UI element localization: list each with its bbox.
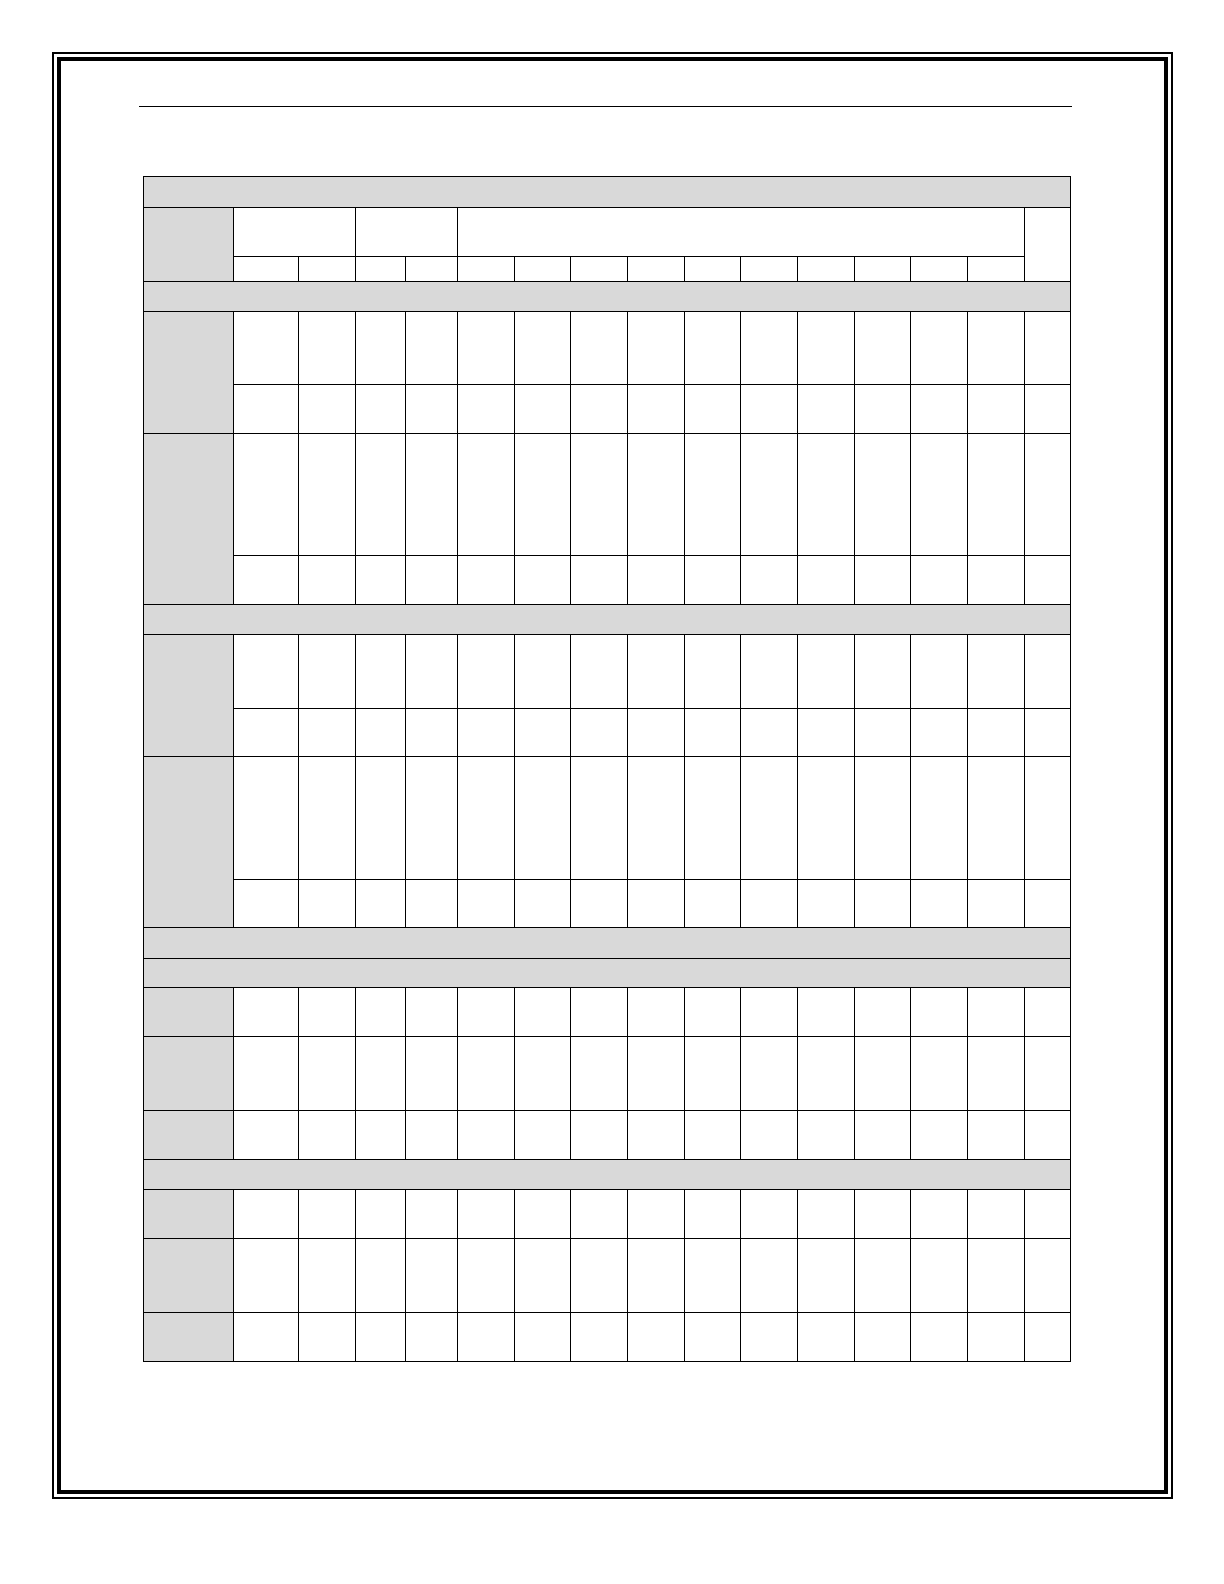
data-cell bbox=[1025, 1111, 1071, 1160]
data-cell bbox=[571, 556, 628, 605]
data-cell bbox=[628, 385, 685, 434]
table-row bbox=[144, 1239, 1071, 1313]
data-cell bbox=[299, 1111, 356, 1160]
data-cell bbox=[1025, 1037, 1071, 1111]
data-cell bbox=[458, 312, 515, 385]
data-cell bbox=[628, 709, 685, 757]
data-cell bbox=[406, 556, 458, 605]
data-cell bbox=[234, 1239, 299, 1313]
data-cell bbox=[1025, 709, 1071, 757]
data-cell bbox=[571, 1239, 628, 1313]
data-cell bbox=[356, 635, 406, 709]
data-cell bbox=[234, 757, 299, 880]
data-cell bbox=[741, 434, 798, 556]
data-cell bbox=[234, 1190, 299, 1239]
data-cell bbox=[968, 635, 1025, 709]
data-cell bbox=[1025, 1190, 1071, 1239]
data-cell bbox=[628, 1313, 685, 1362]
schedule-table bbox=[143, 176, 1071, 1362]
data-cell bbox=[458, 709, 515, 757]
table-row bbox=[144, 312, 1071, 385]
data-cell bbox=[628, 1190, 685, 1239]
section-band bbox=[144, 928, 1071, 959]
data-cell bbox=[855, 556, 911, 605]
data-cell bbox=[571, 434, 628, 556]
data-cell bbox=[741, 1313, 798, 1362]
data-cell bbox=[685, 988, 741, 1037]
data-cell bbox=[458, 1190, 515, 1239]
header-subcolumn bbox=[911, 257, 968, 282]
header-subcolumn bbox=[798, 257, 855, 282]
data-cell bbox=[571, 385, 628, 434]
table-title bbox=[144, 177, 1071, 208]
table-row bbox=[144, 1313, 1071, 1362]
data-cell bbox=[299, 1239, 356, 1313]
data-cell bbox=[685, 312, 741, 385]
data-cell bbox=[356, 556, 406, 605]
data-cell bbox=[968, 1111, 1025, 1160]
data-cell bbox=[458, 988, 515, 1037]
data-cell bbox=[741, 709, 798, 757]
data-cell bbox=[1025, 312, 1071, 385]
data-cell bbox=[299, 880, 356, 928]
header-rule bbox=[139, 106, 1072, 107]
data-cell bbox=[741, 1239, 798, 1313]
data-cell bbox=[406, 1111, 458, 1160]
data-cell bbox=[685, 635, 741, 709]
header-subcolumn bbox=[299, 257, 356, 282]
row-label-cell bbox=[144, 312, 234, 434]
data-cell bbox=[515, 1037, 571, 1111]
data-cell bbox=[458, 1037, 515, 1111]
data-cell bbox=[741, 556, 798, 605]
data-cell bbox=[798, 709, 855, 757]
data-cell bbox=[855, 1037, 911, 1111]
data-cell bbox=[968, 757, 1025, 880]
data-cell bbox=[911, 757, 968, 880]
section-band bbox=[144, 1160, 1071, 1190]
data-cell bbox=[628, 880, 685, 928]
section-band bbox=[144, 605, 1071, 635]
data-cell bbox=[798, 385, 855, 434]
data-cell bbox=[234, 1111, 299, 1160]
data-cell bbox=[798, 988, 855, 1037]
data-cell bbox=[515, 635, 571, 709]
data-cell bbox=[855, 1190, 911, 1239]
table-row bbox=[144, 556, 1071, 605]
data-cell bbox=[356, 312, 406, 385]
data-cell bbox=[406, 988, 458, 1037]
row-label-cell bbox=[144, 1239, 234, 1313]
data-cell bbox=[406, 880, 458, 928]
data-cell bbox=[685, 1037, 741, 1111]
data-cell bbox=[458, 635, 515, 709]
data-cell bbox=[628, 556, 685, 605]
data-cell bbox=[628, 1111, 685, 1160]
data-cell bbox=[685, 556, 741, 605]
data-cell bbox=[1025, 880, 1071, 928]
data-cell bbox=[1025, 1313, 1071, 1362]
data-cell bbox=[299, 1037, 356, 1111]
data-cell bbox=[741, 312, 798, 385]
row-label-cell bbox=[144, 1190, 234, 1239]
table-row bbox=[144, 880, 1071, 928]
data-cell bbox=[685, 385, 741, 434]
data-cell bbox=[299, 556, 356, 605]
data-cell bbox=[458, 757, 515, 880]
header-subcolumn bbox=[458, 257, 515, 282]
header-subcolumn bbox=[968, 257, 1025, 282]
data-cell bbox=[968, 880, 1025, 928]
data-cell bbox=[855, 385, 911, 434]
header-last bbox=[1025, 208, 1071, 282]
data-cell bbox=[628, 312, 685, 385]
header-row-label bbox=[144, 208, 234, 282]
data-cell bbox=[356, 988, 406, 1037]
section-band bbox=[144, 1160, 1071, 1190]
data-cell bbox=[855, 880, 911, 928]
row-label-cell bbox=[144, 1313, 234, 1362]
data-cell bbox=[356, 1037, 406, 1111]
data-cell bbox=[458, 880, 515, 928]
section-band bbox=[144, 928, 1071, 959]
data-cell bbox=[356, 880, 406, 928]
row-label-cell bbox=[144, 434, 234, 605]
data-cell bbox=[741, 1111, 798, 1160]
data-cell bbox=[855, 434, 911, 556]
row-label-cell bbox=[144, 757, 234, 928]
data-cell bbox=[458, 385, 515, 434]
data-cell bbox=[685, 880, 741, 928]
data-cell bbox=[798, 1239, 855, 1313]
data-cell bbox=[299, 757, 356, 880]
data-cell bbox=[356, 1111, 406, 1160]
data-cell bbox=[968, 1313, 1025, 1362]
data-cell bbox=[515, 556, 571, 605]
data-cell bbox=[911, 1037, 968, 1111]
data-cell bbox=[628, 757, 685, 880]
data-cell bbox=[406, 709, 458, 757]
data-cell bbox=[855, 635, 911, 709]
data-cell bbox=[911, 385, 968, 434]
section-band bbox=[144, 605, 1071, 635]
data-cell bbox=[968, 385, 1025, 434]
data-cell bbox=[234, 312, 299, 385]
table-title-row bbox=[144, 177, 1071, 208]
data-cell bbox=[1025, 556, 1071, 605]
data-cell bbox=[571, 635, 628, 709]
data-cell bbox=[571, 1111, 628, 1160]
data-cell bbox=[406, 757, 458, 880]
data-cell bbox=[234, 434, 299, 556]
data-cell bbox=[968, 988, 1025, 1037]
data-cell bbox=[798, 880, 855, 928]
data-cell bbox=[855, 312, 911, 385]
data-cell bbox=[628, 1037, 685, 1111]
data-cell bbox=[798, 312, 855, 385]
data-cell bbox=[685, 1111, 741, 1160]
table-row bbox=[144, 1190, 1071, 1239]
data-cell bbox=[685, 757, 741, 880]
data-cell bbox=[571, 1037, 628, 1111]
data-cell bbox=[515, 434, 571, 556]
data-cell bbox=[968, 556, 1025, 605]
data-cell bbox=[571, 880, 628, 928]
data-cell bbox=[515, 757, 571, 880]
data-cell bbox=[1025, 1239, 1071, 1313]
data-cell bbox=[571, 1190, 628, 1239]
header-subcolumn bbox=[406, 257, 458, 282]
data-cell bbox=[406, 434, 458, 556]
header-group-2 bbox=[356, 208, 458, 257]
data-cell bbox=[234, 988, 299, 1037]
data-cell bbox=[628, 1239, 685, 1313]
data-cell bbox=[234, 556, 299, 605]
data-cell bbox=[571, 709, 628, 757]
data-cell bbox=[515, 709, 571, 757]
data-cell bbox=[911, 1313, 968, 1362]
data-cell bbox=[1025, 385, 1071, 434]
data-cell bbox=[685, 1239, 741, 1313]
data-cell bbox=[1025, 988, 1071, 1037]
data-cell bbox=[855, 1313, 911, 1362]
header-subrow bbox=[144, 257, 1071, 282]
data-cell bbox=[299, 434, 356, 556]
data-cell bbox=[911, 1111, 968, 1160]
data-cell bbox=[299, 988, 356, 1037]
data-cell bbox=[356, 434, 406, 556]
data-cell bbox=[911, 312, 968, 385]
data-cell bbox=[741, 635, 798, 709]
data-cell bbox=[458, 1111, 515, 1160]
data-cell bbox=[855, 757, 911, 880]
header-subcolumn bbox=[234, 257, 299, 282]
data-cell bbox=[855, 709, 911, 757]
table-row bbox=[144, 434, 1071, 556]
data-cell bbox=[458, 1313, 515, 1362]
data-cell bbox=[571, 757, 628, 880]
data-cell bbox=[356, 709, 406, 757]
data-cell bbox=[685, 434, 741, 556]
data-cell bbox=[911, 988, 968, 1037]
header-subcolumn bbox=[515, 257, 571, 282]
data-cell bbox=[968, 1239, 1025, 1313]
table-row bbox=[144, 757, 1071, 880]
data-cell bbox=[628, 988, 685, 1037]
data-cell bbox=[1025, 757, 1071, 880]
data-cell bbox=[798, 1313, 855, 1362]
row-label-cell bbox=[144, 1037, 234, 1111]
header-subcolumn bbox=[741, 257, 798, 282]
table-row bbox=[144, 709, 1071, 757]
data-cell bbox=[1025, 635, 1071, 709]
data-cell bbox=[741, 988, 798, 1037]
data-cell bbox=[741, 880, 798, 928]
data-cell bbox=[515, 1239, 571, 1313]
data-cell bbox=[855, 1239, 911, 1313]
data-cell bbox=[299, 312, 356, 385]
data-cell bbox=[234, 709, 299, 757]
data-cell bbox=[911, 1239, 968, 1313]
data-cell bbox=[406, 1239, 458, 1313]
data-cell bbox=[798, 556, 855, 605]
data-cell bbox=[911, 556, 968, 605]
data-cell bbox=[234, 635, 299, 709]
data-cell bbox=[911, 1190, 968, 1239]
table-row bbox=[144, 385, 1071, 434]
data-cell bbox=[299, 709, 356, 757]
data-cell bbox=[356, 1313, 406, 1362]
data-cell bbox=[356, 385, 406, 434]
data-cell bbox=[798, 1037, 855, 1111]
data-cell bbox=[685, 709, 741, 757]
data-cell bbox=[798, 635, 855, 709]
data-cell bbox=[356, 1190, 406, 1239]
data-cell bbox=[798, 434, 855, 556]
header-group-1 bbox=[234, 208, 356, 257]
data-cell bbox=[406, 635, 458, 709]
data-cell bbox=[234, 1037, 299, 1111]
section-band bbox=[144, 959, 1071, 988]
header-subcolumn bbox=[628, 257, 685, 282]
data-cell bbox=[356, 757, 406, 880]
data-cell bbox=[299, 385, 356, 434]
data-cell bbox=[458, 1239, 515, 1313]
data-cell bbox=[968, 434, 1025, 556]
table-row bbox=[144, 635, 1071, 709]
data-cell bbox=[628, 635, 685, 709]
data-cell bbox=[515, 1190, 571, 1239]
row-label-cell bbox=[144, 988, 234, 1037]
data-cell bbox=[685, 1190, 741, 1239]
data-cell bbox=[571, 1313, 628, 1362]
data-cell bbox=[685, 1313, 741, 1362]
data-cell bbox=[911, 635, 968, 709]
data-cell bbox=[458, 556, 515, 605]
data-cell bbox=[299, 1313, 356, 1362]
data-cell bbox=[741, 757, 798, 880]
header-subcolumn bbox=[685, 257, 741, 282]
header-subcolumn bbox=[571, 257, 628, 282]
table-row bbox=[144, 1111, 1071, 1160]
data-cell bbox=[515, 988, 571, 1037]
data-cell bbox=[911, 880, 968, 928]
data-cell bbox=[406, 1313, 458, 1362]
data-cell bbox=[458, 434, 515, 556]
data-cell bbox=[299, 635, 356, 709]
data-cell bbox=[406, 385, 458, 434]
table-row bbox=[144, 1037, 1071, 1111]
section-band bbox=[144, 959, 1071, 988]
header-group-3 bbox=[458, 208, 1025, 257]
data-cell bbox=[968, 312, 1025, 385]
data-cell bbox=[234, 385, 299, 434]
data-cell bbox=[798, 1190, 855, 1239]
data-cell bbox=[968, 1190, 1025, 1239]
data-cell bbox=[356, 1239, 406, 1313]
data-cell bbox=[855, 1111, 911, 1160]
row-label-cell bbox=[144, 1111, 234, 1160]
data-cell bbox=[406, 312, 458, 385]
data-cell bbox=[571, 312, 628, 385]
data-cell bbox=[741, 1037, 798, 1111]
data-cell bbox=[628, 434, 685, 556]
data-cell bbox=[406, 1037, 458, 1111]
data-cell bbox=[571, 988, 628, 1037]
data-cell bbox=[798, 757, 855, 880]
data-cell bbox=[515, 385, 571, 434]
row-label-cell bbox=[144, 635, 234, 757]
data-cell bbox=[1025, 434, 1071, 556]
data-cell bbox=[911, 709, 968, 757]
data-cell bbox=[798, 1111, 855, 1160]
header-row bbox=[144, 208, 1071, 257]
table-row bbox=[144, 988, 1071, 1037]
data-cell bbox=[299, 1190, 356, 1239]
data-cell bbox=[515, 1313, 571, 1362]
data-cell bbox=[515, 880, 571, 928]
data-cell bbox=[515, 1111, 571, 1160]
data-cell bbox=[234, 1313, 299, 1362]
data-cell bbox=[406, 1190, 458, 1239]
section-band bbox=[144, 282, 1071, 312]
data-cell bbox=[968, 1037, 1025, 1111]
data-cell bbox=[234, 880, 299, 928]
section-band bbox=[144, 282, 1071, 312]
header-subcolumn bbox=[855, 257, 911, 282]
data-cell bbox=[741, 385, 798, 434]
data-cell bbox=[911, 434, 968, 556]
header-subcolumn bbox=[356, 257, 406, 282]
data-cell bbox=[515, 312, 571, 385]
data-cell bbox=[855, 988, 911, 1037]
data-cell bbox=[741, 1190, 798, 1239]
data-cell bbox=[968, 709, 1025, 757]
